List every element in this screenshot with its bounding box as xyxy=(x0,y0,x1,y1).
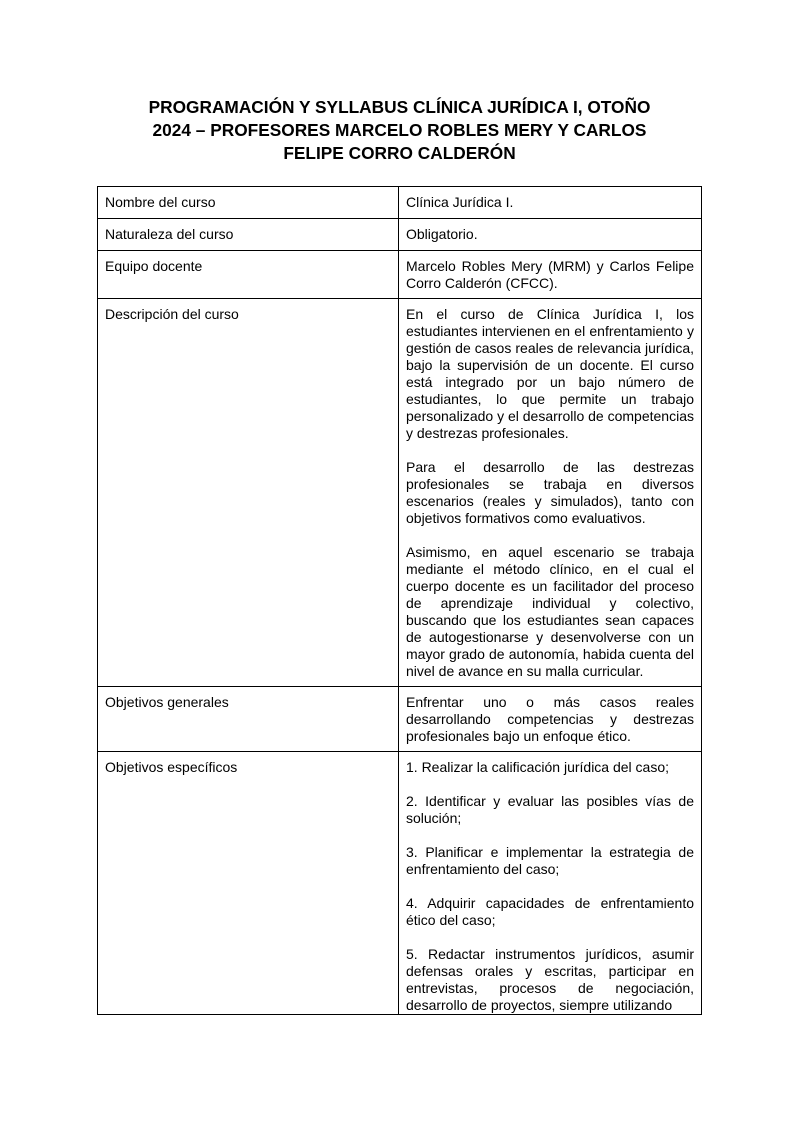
objective-item: 3. Planificar e implementar la estrategia de enfrentamiento del caso; xyxy=(406,844,694,877)
value-paragraph: En el curso de Clínica Jurídica I, los estudiantes intervienen en el enfrentamiento y gestión de casos reales de relevancia jurídica, bajo la supervisión de un docente. El curso está integrado por un bajo número de estudiantes, lo que permite un trabajo personalizado y el desarrollo de competencias y destrezas profesionales. xyxy=(406,306,694,441)
table-row-course-name xyxy=(98,187,702,219)
row-label: Descripción del curso xyxy=(98,299,399,687)
table-row-specific-objectives xyxy=(98,752,702,1015)
value-paragraph: Marcelo Robles Mery (MRM) y Carlos Felipe Corro Calderón (CFCC). xyxy=(406,258,694,291)
row-value xyxy=(399,687,702,752)
syllabus-table xyxy=(97,186,702,1015)
row-label: Equipo docente xyxy=(98,251,399,299)
row-label: Objetivos específicos xyxy=(98,752,399,1015)
value-paragraph: Clínica Jurídica I. xyxy=(406,194,514,210)
objective-item: 4. Adquirir capacidades de enfrentamiento ético del caso; xyxy=(406,895,694,928)
value-paragraph: Obligatorio. xyxy=(406,226,478,242)
value-paragraph: Para el desarrollo de las destrezas profesionales se trabaja en diversos escenarios (reales y simulados), tanto con objetivos formativos como evaluativos. xyxy=(406,459,694,526)
table-row-teaching-team xyxy=(98,251,702,299)
title-line: FELIPE CORRO CALDERÓN xyxy=(283,143,516,163)
objective-item: 5. Redactar instrumentos jurídicos, asumir defensas orales y escritas, participar en entrevistas, procesos de negociación, desarrollo de proyectos, siempre utilizando xyxy=(406,946,694,1013)
row-value xyxy=(399,299,702,687)
title-line: PROGRAMACIÓN Y SYLLABUS CLÍNICA JURÍDICA I, OTOÑO xyxy=(148,97,651,117)
objective-item: 1. Realizar la calificación jurídica del caso; xyxy=(406,759,670,775)
row-label: Nombre del curso xyxy=(98,187,399,219)
value-paragraph: Enfrentar uno o más casos reales desarrollando competencias y destrezas profesionales bajo un enfoque ético. xyxy=(406,694,694,744)
table-row-course-description xyxy=(98,299,702,687)
row-value xyxy=(399,752,702,1015)
row-label: Objetivos generales xyxy=(98,687,399,752)
table-row-general-objectives xyxy=(98,687,702,752)
table-row-course-nature xyxy=(98,219,702,251)
title-line: 2024 – PROFESORES MARCELO ROBLES MERY Y CARLOS xyxy=(152,120,647,140)
row-value xyxy=(399,219,702,251)
row-label: Naturaleza del curso xyxy=(98,219,399,251)
row-value xyxy=(399,187,702,219)
document-title xyxy=(97,96,702,165)
row-value xyxy=(399,251,702,299)
value-paragraph: Asimismo, en aquel escenario se trabaja mediante el método clínico, en el cual el cuerpo docente es un facilitador del proceso de aprendizaje individual y colectivo, buscando que los estudiantes sean capaces de autogestionarse y desenvolverse con un mayor grado de autonomía, habida cuenta del nivel de avance en su malla curricular. xyxy=(406,544,694,679)
objective-item: 2. Identificar y evaluar las posibles vías de solución; xyxy=(406,793,694,826)
